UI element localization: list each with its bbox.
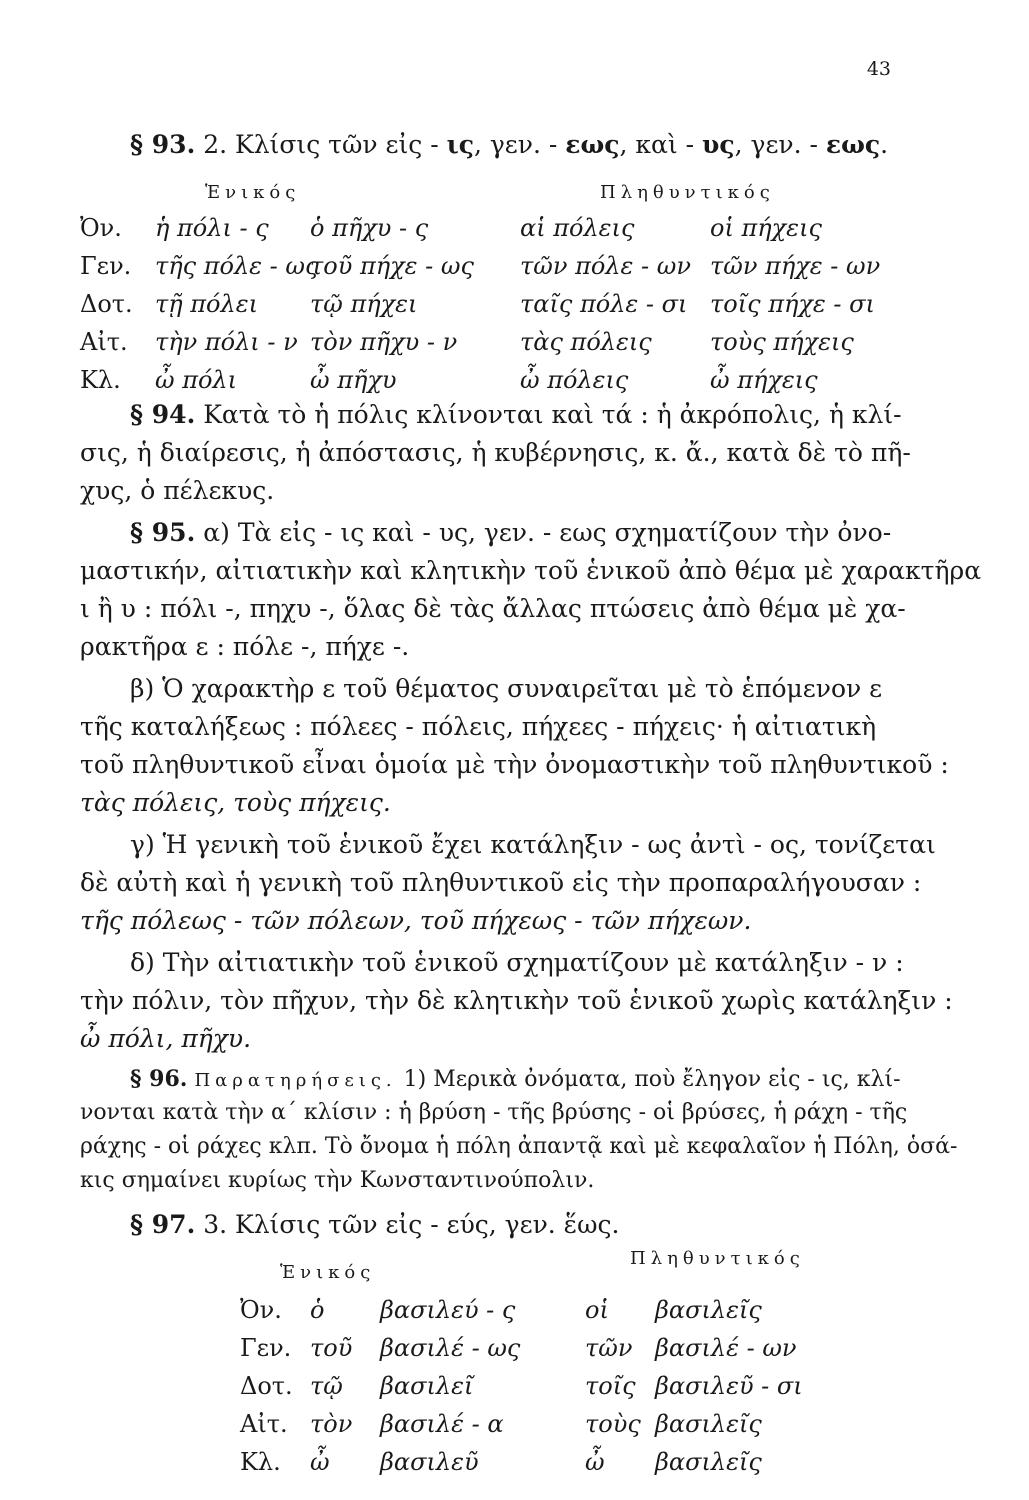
heading-text: , γεν. - [734, 130, 826, 159]
page-number: 43 [866, 58, 891, 80]
paragraph-line: τῆς πόλεως - τῶν πόλεων, τοῦ πήχεως - τῶν πήχεων. [80, 906, 752, 935]
paragraph-line: τὰς πόλεις, τοὺς πήχεις. [80, 788, 391, 817]
heading-text: . [880, 130, 889, 159]
cell: τῇ πόλει [155, 290, 259, 318]
paragraph-line: ὦ πόλι, πῆχυ. [80, 1024, 252, 1053]
cell: ταῖς πόλε - σι [520, 290, 688, 318]
paragraph-line: δὲ αὐτὴ καὶ ἡ γενικὴ τοῦ πληθυντικοῦ εἰς τὴν προπαραλήγουσαν : [80, 868, 922, 897]
section-94-line [130, 402, 910, 427]
paragraph-line: τῆς καταλήξεως : πόλεες - πόλεις, πήχεες - πήχεις· ἡ αἰτιατικὴ [80, 712, 877, 741]
section-97-heading [130, 1212, 910, 1237]
cell: τὸν πῆχυ - ν [310, 328, 458, 356]
paragraph-line: τοῦ πληθυντικοῦ εἶναι ὁμοία μὲ τὴν ὀνομαστικὴν τοῦ πληθυντικοῦ : [80, 750, 949, 779]
paragraph-line: ρακτῆρα ε : πόλε -, πήχε -. [80, 632, 410, 661]
observations-heading: Παρατηρήσεις. [194, 1070, 397, 1091]
cell: τῶν πήχε - ων [710, 252, 881, 280]
paragraph-text: Κατὰ τὸ ἡ πόλις κλίνονται καὶ τά : ἡ ἀκρόπολις, ἡ κλί- [203, 400, 902, 429]
cell: οἱ [585, 1296, 609, 1324]
cell: τὴν πόλι - ν [155, 328, 298, 356]
case-label: Ὀν. [80, 214, 122, 242]
section-96-line [130, 1068, 910, 1091]
paragraph-line: β) Ὁ χαρακτὴρ ε τοῦ θέματος συναιρεῖται μὲ τὸ ἑπόμενον ε [130, 674, 883, 703]
cell: τῆς πόλε - ως [155, 252, 319, 280]
cell: τὸν [310, 1410, 353, 1438]
heading-text: , καὶ - [619, 130, 703, 159]
section-number: § 96. [130, 1066, 188, 1092]
cell: ὦ πήχεις [710, 366, 818, 394]
ending: εως [565, 130, 620, 159]
heading-text: 3. Κλίσις τῶν εἰς - εύς, γεν. ἕως. [203, 1210, 620, 1239]
cell: τοῦ πήχε - ως [310, 252, 474, 280]
section-number: § 97. [130, 1210, 196, 1239]
singular-header: Ἑνικός [205, 182, 301, 203]
cell: τῷ πήχει [310, 290, 418, 318]
cell: βασιλεῦ [380, 1448, 479, 1476]
singular-header: Ἑνικός [280, 1262, 376, 1283]
cell: τῶν πόλε - ων [520, 252, 691, 280]
heading-text: 2. Κλίσις τῶν εἰς - [203, 130, 447, 159]
paragraph-line: ι ἢ υ : πόλι -, πηχυ -, ὅλας δὲ τὰς ἄλλας πτώσεις ἀπὸ θέμα μὲ χα- [80, 594, 906, 623]
cell: ὁ [310, 1296, 325, 1324]
section-number: § 93. [130, 130, 196, 159]
cell: ὦ [310, 1448, 330, 1476]
cell: τῶν [585, 1334, 633, 1362]
cell: βασιλεῖς [655, 1410, 762, 1438]
cell: οἱ πήχεις [710, 214, 822, 242]
cell: ὦ πῆχυ [310, 366, 397, 394]
cell: ὦ πόλι [155, 366, 238, 394]
cell: βασιλεῖς [655, 1296, 762, 1324]
paragraph-text: 1) Μερικὰ ὀνόματα, ποὺ ἔληγον εἰς - ις, κλί- [403, 1067, 901, 1092]
paragraph-text: α) Τὰ εἰς - ις καὶ - υς, γεν. - εως σχηματίζουν τὴν ὀνο- [203, 518, 892, 547]
plural-header: Πληθυντικός [630, 1248, 805, 1269]
ending: υς [702, 130, 735, 159]
cell: βασιλεύ - ς [380, 1296, 516, 1324]
case-label: Αἰτ. [240, 1410, 288, 1438]
case-label: Ὀν. [240, 1296, 282, 1324]
cell: τοῖς πήχε - σι [710, 290, 875, 318]
cell: αἱ πόλεις [520, 214, 635, 242]
section-95-line [130, 520, 910, 545]
cell: βασιλεῦ - σι [655, 1372, 803, 1400]
ending: εως [825, 130, 881, 159]
case-label: Δοτ. [80, 290, 133, 318]
paragraph-line: τὴν πόλιν, τὸν πῆχυν, τὴν δὲ κλητικὴν τοῦ ἑνικοῦ χωρὶς κατάληξιν : [80, 986, 953, 1015]
cell: τοῖς [585, 1372, 636, 1400]
cell: βασιλέ - ως [380, 1334, 521, 1362]
case-label: Κλ. [80, 366, 121, 394]
case-label: Γεν. [240, 1334, 292, 1362]
cell: βασιλεῖς [655, 1448, 762, 1476]
cell: ἡ πόλι - ς [155, 214, 269, 242]
cell: βασιλεῖ [380, 1372, 474, 1400]
cell: βασιλέ - α [380, 1410, 504, 1438]
cell: ὦ [585, 1448, 605, 1476]
cell: τοῦ [310, 1334, 353, 1362]
cell: ὁ πῆχυ - ς [310, 214, 429, 242]
plural-header: Πληθυντικός [600, 182, 775, 203]
case-label: Δοτ. [240, 1372, 293, 1400]
paragraph-line: κις σημαίνει κυρίως τὴν Κωνσταντινούπολιν. [80, 1168, 595, 1193]
section-number: § 94. [130, 400, 196, 429]
section-number: § 95. [130, 518, 196, 547]
case-label: Κλ. [240, 1448, 281, 1476]
cell: βασιλέ - ων [655, 1334, 797, 1362]
cell: ὦ πόλεις [520, 366, 629, 394]
cell: τῷ [310, 1372, 343, 1400]
cell: τοὺς πήχεις [710, 328, 854, 356]
cell: τοὺς [585, 1410, 641, 1438]
paragraph-line: σις, ἡ διαίρεσις, ἡ ἀπόστασις, ἡ κυβέρνησις, κ. ἄ., κατὰ δὲ τὸ πῆ- [80, 438, 911, 467]
paragraph-line: γ) Ἡ γενικὴ τοῦ ἑνικοῦ ἔχει κατάληξιν - ως ἀντὶ - ος, τονίζεται [130, 830, 936, 859]
paragraph-line: μαστικήν, αἰτιατικὴν καὶ κλητικὴν τοῦ ἑνικοῦ ἀπὸ θέμα μὲ χαρακτῆρα [80, 556, 982, 585]
paragraph-line: ράχης - οἱ ράχες κλπ. Τὸ ὄνομα ἡ πόλη ἀπαντᾷ καὶ μὲ κεφαλαῖον ἡ Πόλη, ὁσά- [80, 1134, 958, 1159]
section-93-heading [130, 132, 910, 157]
case-label: Αἰτ. [80, 328, 128, 356]
paragraph-line: χυς, ὁ πέλεκυς. [80, 476, 275, 505]
paragraph-line: δ) Τὴν αἰτιατικὴν τοῦ ἑνικοῦ σχηματίζουν μὲ κατάληξιν - ν : [130, 948, 904, 977]
paragraph-line: νονται κατὰ τὴν α΄ κλίσιν : ἡ βρύση - τῆς βρύσης - οἱ βρύσες, ἡ ράχη - τῆς [80, 1100, 908, 1125]
ending: ις [446, 130, 474, 159]
case-label: Γεν. [80, 252, 132, 280]
heading-text: , γεν. - [473, 130, 566, 159]
cell: τὰς πόλεις [520, 328, 652, 356]
